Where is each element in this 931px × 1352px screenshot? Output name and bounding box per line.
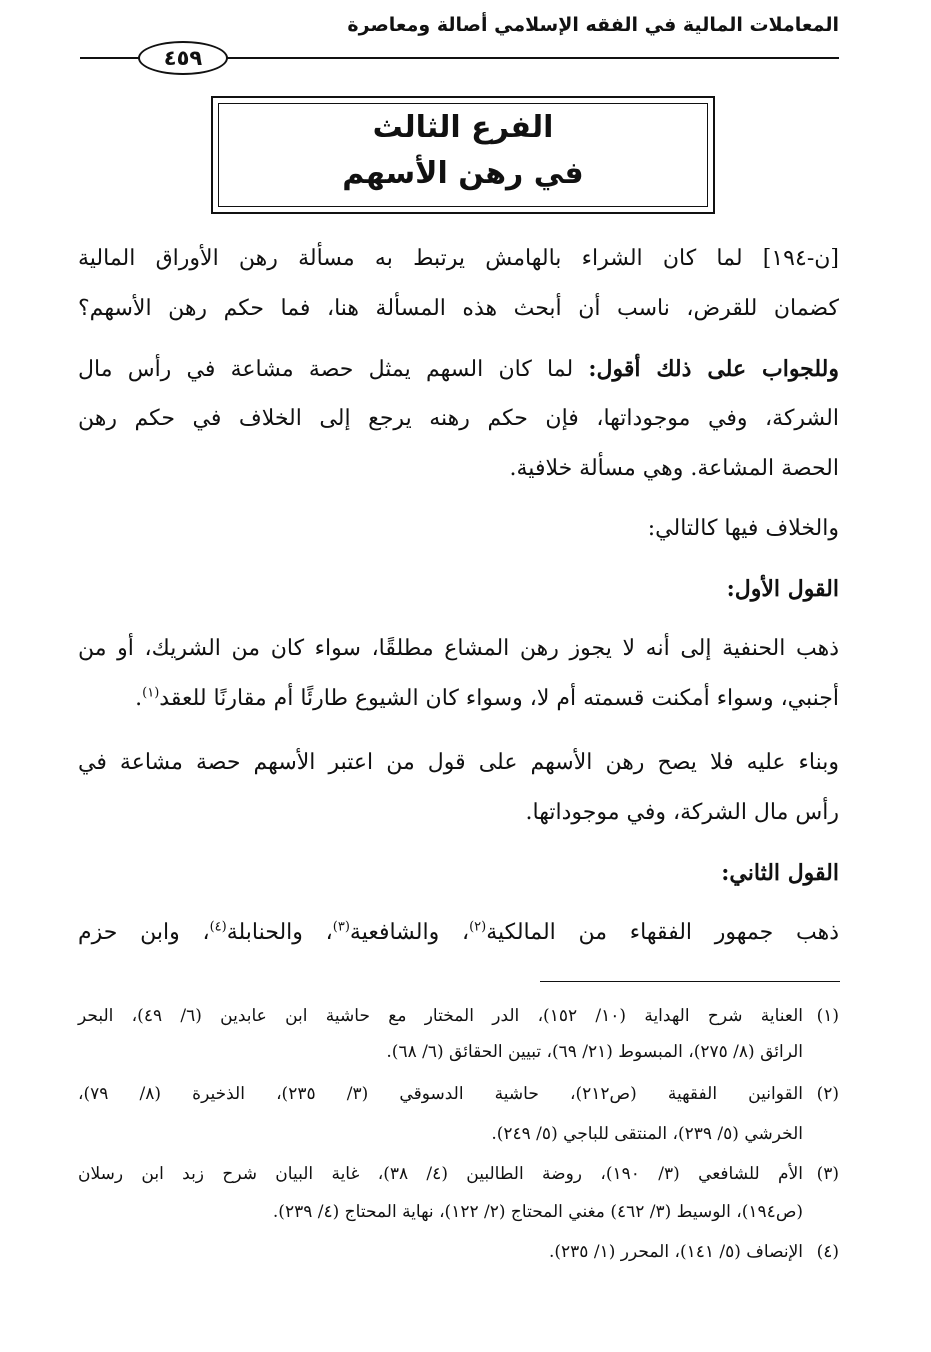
footnote-marker-3: (٣) — [332, 919, 350, 935]
paragraph-5-line-1: وبناء عليه فلا يصح رهن الأسهم على قول من اعتبر الأسهم حصة مشاعة في — [78, 750, 839, 775]
footnote-1-line-1 — [78, 1003, 839, 1029]
paragraph-3: والخلاف فيها كالتالي: — [647, 516, 839, 541]
paragraph-2-line-1-text: لما كان السهم يمثل حصة مشاعة في رأس مال — [78, 357, 589, 382]
paragraph-2-line-3: الحصة المشاعة. وهي مسألة خلافية. — [509, 456, 839, 481]
paragraph-6-text-c: ، والحنابلة — [226, 920, 333, 945]
footnote-marker-4: (٤) — [209, 919, 227, 935]
footnote-2-number: (٢) — [816, 1084, 839, 1104]
footnote-4-number: (٤) — [816, 1242, 839, 1262]
paragraph-4-line-2-text: أجنبي، وسواء أمكنت قسمته أم لا، وسواء كان الشيوع طارئًا أم مقارنًا للعقد — [159, 686, 839, 711]
page-number: ٤٥٩ — [138, 41, 228, 75]
footnote-marker-1: (١) — [142, 685, 160, 701]
paragraph-6-text-b: ، والشافعية — [349, 920, 470, 945]
paragraph-6-text-d: ، وابن حزم — [78, 920, 210, 945]
paragraph-6-line-1 — [78, 918, 839, 948]
footnote-1-text-1: العناية شرح الهداية (١٠/ ١٥٢)، الدر المختار مع حاشية ابن عابدين (٦/ ٤٩)، البحر — [78, 1006, 804, 1026]
paragraph-1-line-1: [ن-١٩٤] لما كان الشراء بالهامش يرتبط به مسألة رهن الأوراق المالية — [78, 246, 839, 271]
running-header-title: المعاملات المالية في الفقه الإسلامي أصالة ومعاصرة — [347, 14, 839, 36]
heading-first-opinion: القول الأول: — [726, 576, 839, 602]
footnote-2-line-2: الخرشي (٥/ ٢٣٩)، المنتقى للباجي (٥/ ٢٤٩). — [491, 1124, 803, 1144]
paragraph-6-text-a: ذهب جمهور الفقهاء من المالكية — [486, 920, 839, 945]
section-title-line-2: في رهن الأسهم — [342, 156, 584, 191]
footnote-2-line-1 — [78, 1081, 839, 1107]
footnote-separator — [540, 981, 840, 982]
paragraph-2-line-1 — [78, 354, 839, 385]
paragraph-2-line-2: الشركة، وفي موجوداتها، فإن حكم رهنه يرجع إلى الخلاف في حكم رهن — [78, 406, 839, 431]
footnote-3-number: (٣) — [816, 1164, 839, 1184]
paragraph-1-line-2: كضمان للقرض، ناسب أن أبحث هذه المسألة هنا، فما حكم رهن الأسهم؟ — [78, 296, 839, 321]
heading-second-opinion: القول الثاني: — [721, 860, 839, 886]
section-title-line-1: الفرع الثالث — [372, 110, 554, 145]
footnote-3-line-1 — [78, 1161, 839, 1187]
footnote-1-number: (١) — [816, 1006, 840, 1026]
footnote-3-text-1: الأم للشافعي (٣/ ١٩٠)، روضة الطالبين (٤/ ٣٨)، غاية البيان شرح زبد ابن رسلان — [78, 1164, 803, 1184]
footnote-marker-2: (٢) — [469, 919, 487, 935]
paragraph-4-line-2-end: . — [135, 686, 143, 711]
footnote-4-line-1 — [78, 1239, 839, 1265]
paragraph-4-line-2 — [78, 684, 839, 714]
footnote-2-text-1: القوانين الفقهية (ص٢١٢)، حاشية الدسوقي (٣/ ٢٣٥)، الذخيرة (٨/ ٧٩)، — [78, 1084, 803, 1104]
footnote-1-line-2: الرائق (٨/ ٢٧٥)، المبسوط (٢١/ ٦٩)، تبيين الحقائق (٦/ ٦٨). — [386, 1042, 803, 1062]
paragraph-4-line-1: ذهب الحنفية إلى أنه لا يجوز رهن المشاع مطلقًا، سواء كان من الشريك، أو من — [78, 636, 839, 661]
paragraph-2-lead: وللجواب على ذلك أقول: — [588, 356, 839, 382]
footnote-4-text-1: الإنصاف (٥/ ١٤١)، المحرر (١/ ٢٣٥). — [548, 1242, 803, 1262]
paragraph-5-line-2: رأس مال الشركة، وفي موجوداتها. — [525, 800, 839, 825]
section-title-frame — [211, 96, 715, 214]
footnote-3-line-2: (ص١٩٤)، الوسيط (٣/ ٤٦٢) مغني المحتاج (٢/ ١٢٢)، نهاية المحتاج (٤/ ٢٣٩). — [272, 1202, 803, 1222]
